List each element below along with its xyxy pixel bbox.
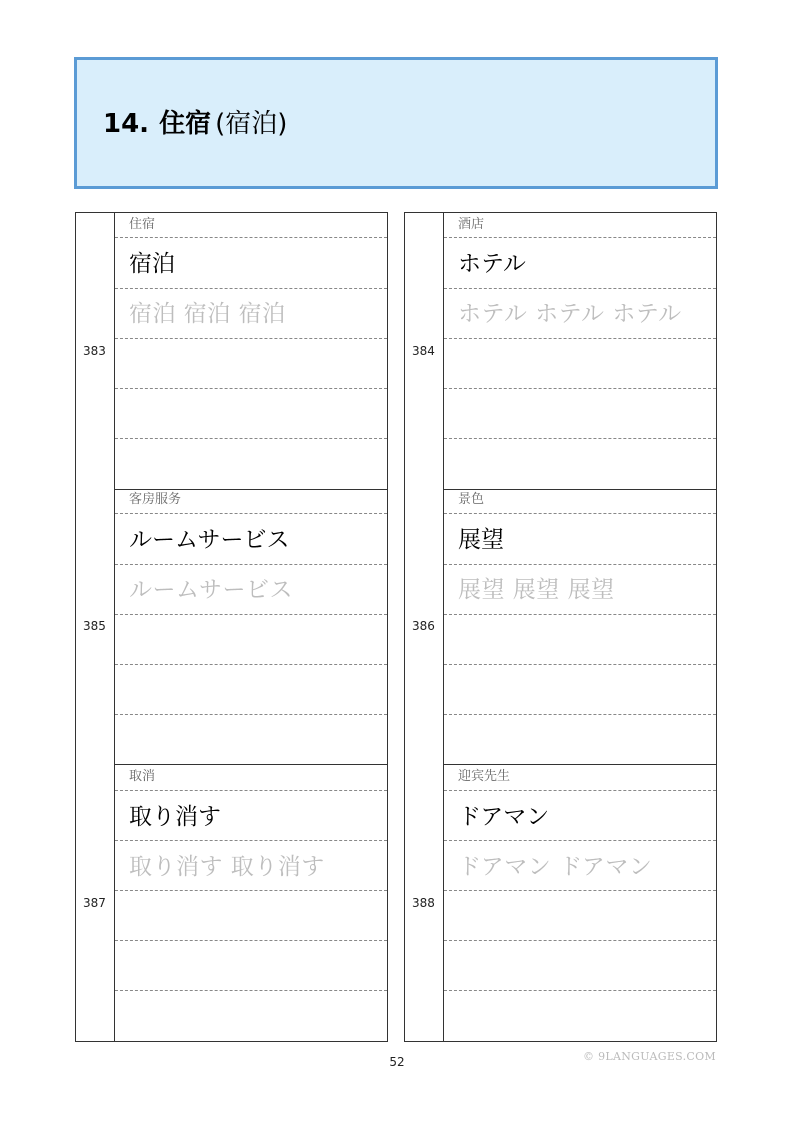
divider <box>115 614 387 615</box>
card-word: ルームサービス <box>129 527 290 553</box>
card-content <box>115 213 387 489</box>
card-practice-text: ホテル ホテル ホテル <box>458 301 682 327</box>
card-word: 展望 <box>458 527 504 553</box>
card-word: 宿泊 <box>129 251 175 277</box>
card-number-column <box>75 765 115 1041</box>
section-number: 14. <box>103 109 150 139</box>
divider <box>444 513 716 514</box>
card-number: 384 <box>412 344 435 358</box>
vocab-card-386 <box>404 488 717 765</box>
card-number-column <box>75 213 115 489</box>
card-category: 取消 <box>129 769 156 784</box>
vocab-card-383 <box>75 212 388 489</box>
section-title-japanese: (宿泊) <box>215 109 288 139</box>
card-number: 387 <box>83 896 106 910</box>
divider <box>115 840 387 841</box>
card-word: 取り消す <box>129 804 221 830</box>
divider <box>444 714 716 715</box>
divider <box>115 714 387 715</box>
card-practice-text: ドアマン ドアマン <box>458 854 653 880</box>
divider <box>115 338 387 339</box>
card-content <box>444 213 716 489</box>
divider <box>115 513 387 514</box>
divider <box>444 664 716 665</box>
page-number: 52 <box>389 1055 405 1069</box>
divider <box>115 438 387 439</box>
card-category: 迎宾先生 <box>458 769 511 784</box>
card-word: ドアマン <box>458 804 550 830</box>
divider <box>444 990 716 991</box>
vocab-card-387 <box>75 765 388 1042</box>
card-word: ホテル <box>458 251 526 277</box>
divider <box>444 790 716 791</box>
vocab-card-384 <box>404 212 717 489</box>
divider <box>444 614 716 615</box>
divider <box>444 840 716 841</box>
divider <box>444 890 716 891</box>
card-number: 383 <box>83 344 106 358</box>
divider <box>444 237 716 238</box>
divider <box>444 940 716 941</box>
divider <box>444 564 716 565</box>
divider <box>115 890 387 891</box>
card-number-column <box>404 765 444 1041</box>
card-number: 385 <box>83 619 106 633</box>
divider <box>444 288 716 289</box>
divider <box>115 940 387 941</box>
card-category: 住宿 <box>129 217 156 232</box>
card-content <box>115 765 387 1041</box>
divider <box>115 990 387 991</box>
card-number: 386 <box>412 619 435 633</box>
section-title <box>103 108 287 140</box>
divider <box>115 790 387 791</box>
card-practice-text: 取り消す 取り消す <box>129 854 325 880</box>
card-content <box>115 488 387 765</box>
card-number-column <box>75 488 115 765</box>
divider <box>444 438 716 439</box>
copyright-notice: © 9LANGUAGES.COM <box>583 1050 716 1063</box>
card-number: 388 <box>412 896 435 910</box>
divider <box>115 564 387 565</box>
vocab-card-388 <box>404 765 717 1042</box>
divider <box>444 388 716 389</box>
divider <box>444 338 716 339</box>
divider <box>115 237 387 238</box>
card-practice-text: 宿泊 宿泊 宿泊 <box>129 301 286 327</box>
card-category: 客房服务 <box>129 492 182 507</box>
card-number-column <box>404 213 444 489</box>
vocab-card-385 <box>75 488 388 765</box>
card-content <box>444 488 716 765</box>
card-content <box>444 765 716 1041</box>
card-category: 景色 <box>458 492 485 507</box>
card-practice-text: ルームサービス <box>129 577 294 603</box>
section-title-chinese: 住宿 <box>159 109 212 139</box>
card-category: 酒店 <box>458 217 485 232</box>
card-practice-text: 展望 展望 展望 <box>458 577 615 603</box>
divider <box>115 664 387 665</box>
divider <box>115 388 387 389</box>
section-header <box>74 57 718 189</box>
card-number-column <box>404 488 444 765</box>
divider <box>115 288 387 289</box>
